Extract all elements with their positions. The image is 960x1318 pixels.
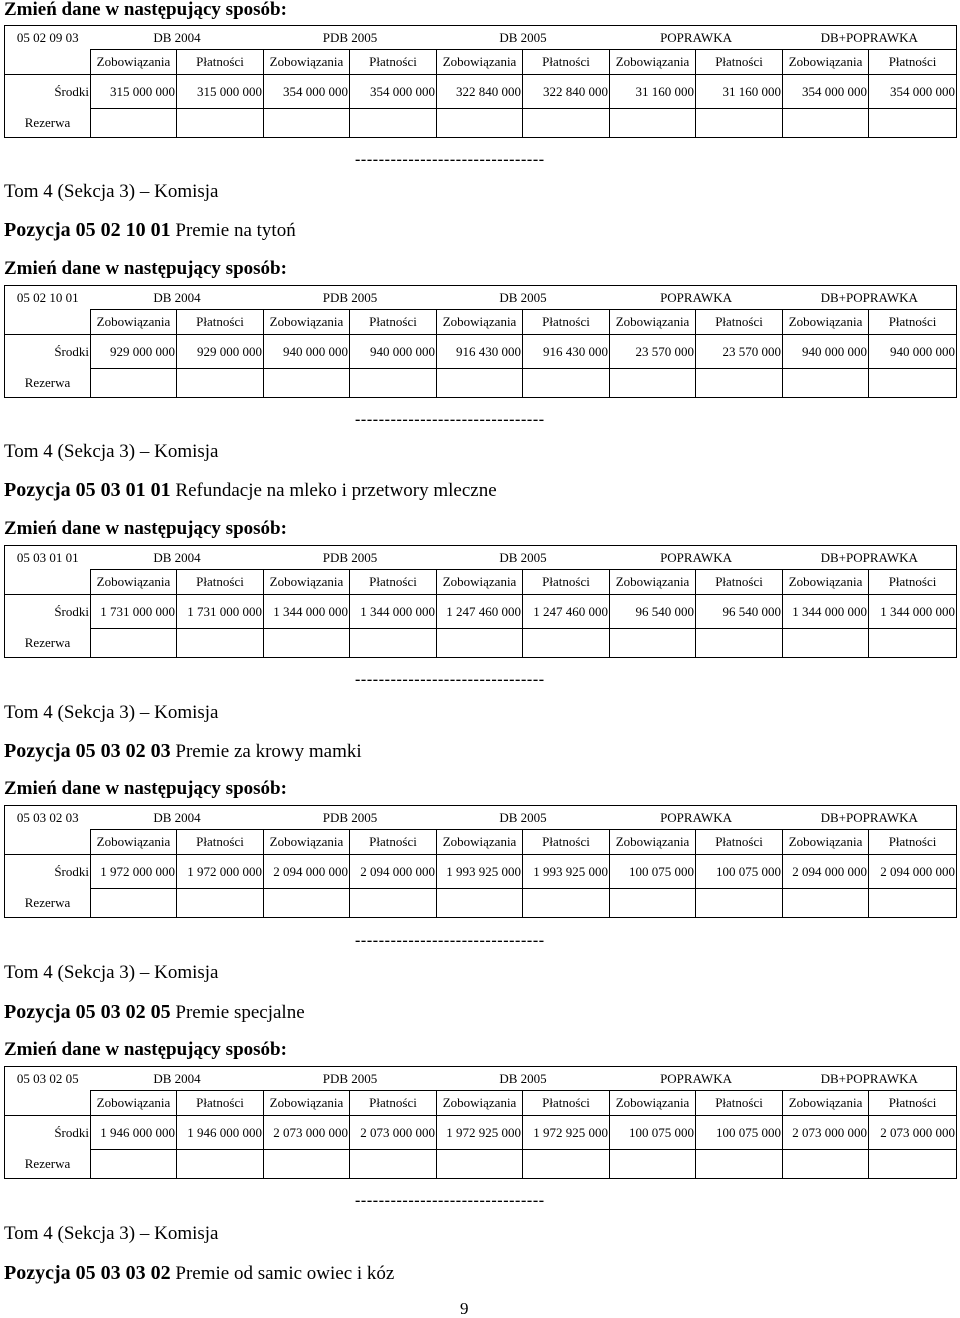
value-cell: 940 000 000 (783, 335, 869, 369)
value-cell: 2 094 000 000 (869, 855, 957, 889)
budget-table (4, 1066, 957, 1179)
value-cell: 929 000 000 (177, 335, 264, 369)
header-poprawka: POPRAWKA (610, 1067, 783, 1091)
header-zobowiazania: Zobowiązania (264, 310, 350, 335)
value-cell: 315 000 000 (91, 75, 177, 109)
header-platnosci: Płatności (177, 310, 264, 335)
header-platnosci: Płatności (869, 830, 957, 855)
position-heading (4, 219, 296, 242)
header-poprawka: POPRAWKA (610, 546, 783, 570)
header-pdb-2005: PDB 2005 (264, 1067, 437, 1091)
value-cell: 2 094 000 000 (783, 855, 869, 889)
value-cell: 31 160 000 (696, 75, 783, 109)
row-label-srodki: Środki (5, 855, 91, 889)
change-instruction: Zmień dane w następujący sposób: (4, 1039, 287, 1060)
value-cell: 100 075 000 (696, 1116, 783, 1150)
value-cell: 23 570 000 (610, 335, 696, 369)
header-platnosci: Płatności (350, 570, 437, 595)
value-cell: 1 972 925 000 (437, 1116, 523, 1150)
header-zobowiazania: Zobowiązania (264, 570, 350, 595)
value-cell: 315 000 000 (177, 75, 264, 109)
budget-line-code: 05 02 10 01 (5, 286, 91, 310)
separator-line: -------------------------------- (355, 932, 545, 949)
empty-cell (5, 570, 91, 595)
header-platnosci: Płatności (177, 830, 264, 855)
value-cell: 100 075 000 (696, 855, 783, 889)
header-zobowiazania: Zobowiązania (437, 310, 523, 335)
value-cell: 1 972 000 000 (177, 855, 264, 889)
header-platnosci: Płatności (350, 830, 437, 855)
header-platnosci: Płatności (696, 570, 783, 595)
header-zobowiazania: Zobowiązania (610, 310, 696, 335)
header-platnosci: Płatności (523, 1091, 610, 1116)
budget-table (4, 25, 957, 138)
budget-line-code: 05 03 02 05 (5, 1067, 91, 1091)
value-cell: 2 073 000 000 (264, 1116, 350, 1150)
volume-heading: Tom 4 (Sekcja 3) – Komisja (4, 702, 219, 723)
row-label-srodki: Środki (5, 1116, 91, 1150)
empty-cell (5, 830, 91, 855)
value-cell: 1 247 460 000 (437, 595, 523, 629)
value-cell: 100 075 000 (610, 855, 696, 889)
header-platnosci: Płatności (869, 570, 957, 595)
value-cell: 322 840 000 (523, 75, 610, 109)
value-cell: 929 000 000 (91, 335, 177, 369)
header-zobowiazania: Zobowiązania (610, 570, 696, 595)
value-cell: 31 160 000 (610, 75, 696, 109)
separator-line: -------------------------------- (355, 671, 545, 688)
empty-cell (5, 50, 91, 75)
budget-line-code: 05 03 01 01 (5, 546, 91, 570)
position-code: Pozycja 05 03 02 05 (4, 1001, 171, 1023)
value-cell: 916 430 000 (437, 335, 523, 369)
header-pdb-2005: PDB 2005 (264, 26, 437, 50)
position-heading (4, 1001, 305, 1024)
header-zobowiazania: Zobowiązania (264, 1091, 350, 1116)
separator-line: -------------------------------- (355, 411, 545, 428)
value-cell: 1 972 925 000 (523, 1116, 610, 1150)
header-platnosci: Płatności (350, 310, 437, 335)
header-pdb-2005: PDB 2005 (264, 546, 437, 570)
header-platnosci: Płatności (350, 1091, 437, 1116)
header-platnosci: Płatności (350, 50, 437, 75)
value-cell: 1 731 000 000 (91, 595, 177, 629)
header-poprawka: POPRAWKA (610, 806, 783, 830)
value-cell: 1 731 000 000 (177, 595, 264, 629)
header-zobowiazania: Zobowiązania (91, 1091, 177, 1116)
budget-table (4, 285, 957, 398)
value-cell: 354 000 000 (350, 75, 437, 109)
value-cell: 1 993 925 000 (523, 855, 610, 889)
header-db-2004: DB 2004 (91, 806, 264, 830)
header-poprawka: POPRAWKA (610, 26, 783, 50)
header-db-2004: DB 2004 (91, 546, 264, 570)
header-platnosci: Płatności (869, 1091, 957, 1116)
row-label-srodki: Środki (5, 75, 91, 109)
header-zobowiazania: Zobowiązania (783, 310, 869, 335)
header-zobowiazania: Zobowiązania (610, 50, 696, 75)
position-name: Refundacje na mleko i przetwory mleczne (175, 480, 497, 501)
header-zobowiazania: Zobowiązania (91, 830, 177, 855)
header-db-2005: DB 2005 (437, 546, 610, 570)
value-cell: 1 247 460 000 (523, 595, 610, 629)
position-name: Premie na tytoń (175, 220, 296, 241)
value-cell: 940 000 000 (869, 335, 957, 369)
value-cell: 322 840 000 (437, 75, 523, 109)
value-cell: 23 570 000 (696, 335, 783, 369)
header-platnosci: Płatności (869, 50, 957, 75)
header-db-poprawka: DB+POPRAWKA (783, 546, 957, 570)
header-zobowiazania: Zobowiązania (91, 310, 177, 335)
header-platnosci: Płatności (869, 310, 957, 335)
value-cell: 940 000 000 (264, 335, 350, 369)
row-label-srodki: Środki (5, 595, 91, 629)
value-cell: 96 540 000 (696, 595, 783, 629)
position-name: Premie od samic owiec i kóz (175, 1263, 395, 1284)
volume-heading: Tom 4 (Sekcja 3) – Komisja (4, 962, 219, 983)
header-db-poprawka: DB+POPRAWKA (783, 1067, 957, 1091)
value-cell: 96 540 000 (610, 595, 696, 629)
value-cell: 2 094 000 000 (264, 855, 350, 889)
header-platnosci: Płatności (523, 570, 610, 595)
budget-table (4, 545, 957, 658)
header-db-poprawka: DB+POPRAWKA (783, 806, 957, 830)
header-zobowiazania: Zobowiązania (783, 50, 869, 75)
header-platnosci: Płatności (177, 570, 264, 595)
value-cell: 1 972 000 000 (91, 855, 177, 889)
value-cell: 1 344 000 000 (350, 595, 437, 629)
header-platnosci: Płatności (523, 50, 610, 75)
header-zobowiazania: Zobowiązania (91, 50, 177, 75)
change-instruction: Zmień dane w następujący sposób: (4, 518, 287, 539)
header-poprawka: POPRAWKA (610, 286, 783, 310)
position-code: Pozycja 05 03 03 02 (4, 1262, 171, 1284)
volume-heading: Tom 4 (Sekcja 3) – Komisja (4, 181, 219, 202)
budget-line-code: 05 03 02 03 (5, 806, 91, 830)
header-db-poprawka: DB+POPRAWKA (783, 26, 957, 50)
value-cell: 354 000 000 (869, 75, 957, 109)
header-platnosci: Płatności (696, 830, 783, 855)
header-zobowiazania: Zobowiązania (783, 570, 869, 595)
header-pdb-2005: PDB 2005 (264, 806, 437, 830)
volume-heading: Tom 4 (Sekcja 3) – Komisja (4, 1223, 219, 1244)
value-cell: 1 344 000 000 (869, 595, 957, 629)
volume-heading: Tom 4 (Sekcja 3) – Komisja (4, 441, 219, 462)
budget-table (4, 805, 957, 918)
position-name: Premie specjalne (175, 1002, 305, 1023)
row-label-rezerwa: Rezerwa (5, 369, 91, 398)
header-zobowiazania: Zobowiązania (264, 50, 350, 75)
header-platnosci: Płatności (696, 50, 783, 75)
value-cell: 2 073 000 000 (869, 1116, 957, 1150)
row-label-srodki: Środki (5, 335, 91, 369)
value-cell: 940 000 000 (350, 335, 437, 369)
value-cell: 100 075 000 (610, 1116, 696, 1150)
header-zobowiazania: Zobowiązania (783, 830, 869, 855)
value-cell: 2 073 000 000 (350, 1116, 437, 1150)
row-label-rezerwa: Rezerwa (5, 109, 91, 138)
position-name: Premie za krowy mamki (175, 741, 362, 762)
header-platnosci: Płatności (523, 310, 610, 335)
change-instruction: Zmień dane w następujący sposób: (4, 778, 287, 799)
header-db-2004: DB 2004 (91, 1067, 264, 1091)
value-cell: 1 344 000 000 (264, 595, 350, 629)
header-platnosci: Płatności (177, 50, 264, 75)
row-label-rezerwa: Rezerwa (5, 1150, 91, 1179)
value-cell: 1 946 000 000 (177, 1116, 264, 1150)
header-db-2005: DB 2005 (437, 26, 610, 50)
header-zobowiazania: Zobowiązania (437, 1091, 523, 1116)
position-code: Pozycja 05 03 02 03 (4, 740, 171, 762)
row-label-rezerwa: Rezerwa (5, 629, 91, 658)
budget-line-code: 05 02 09 03 (5, 26, 91, 50)
value-cell: 1 946 000 000 (91, 1116, 177, 1150)
header-zobowiazania: Zobowiązania (783, 1091, 869, 1116)
change-instruction: Zmień dane w następujący sposób: (4, 258, 287, 279)
value-cell: 354 000 000 (783, 75, 869, 109)
value-cell: 916 430 000 (523, 335, 610, 369)
header-zobowiazania: Zobowiązania (437, 830, 523, 855)
header-platnosci: Płatności (696, 310, 783, 335)
value-cell: 1 344 000 000 (783, 595, 869, 629)
header-zobowiazania: Zobowiązania (610, 830, 696, 855)
header-db-2005: DB 2005 (437, 806, 610, 830)
change-instruction: Zmień dane w następujący sposób: (4, 0, 287, 20)
header-db-poprawka: DB+POPRAWKA (783, 286, 957, 310)
row-label-rezerwa: Rezerwa (5, 889, 91, 918)
position-heading (4, 740, 362, 763)
position-heading (4, 1262, 394, 1285)
value-cell: 2 073 000 000 (783, 1116, 869, 1150)
empty-cell (5, 1091, 91, 1116)
header-platnosci: Płatności (696, 1091, 783, 1116)
position-heading (4, 479, 497, 502)
value-cell: 354 000 000 (264, 75, 350, 109)
value-cell: 1 993 925 000 (437, 855, 523, 889)
header-zobowiazania: Zobowiązania (610, 1091, 696, 1116)
position-code: Pozycja 05 03 01 01 (4, 479, 171, 501)
header-zobowiazania: Zobowiązania (264, 830, 350, 855)
header-db-2005: DB 2005 (437, 286, 610, 310)
header-db-2005: DB 2005 (437, 1067, 610, 1091)
value-cell: 2 094 000 000 (350, 855, 437, 889)
empty-cell (5, 310, 91, 335)
header-db-2004: DB 2004 (91, 26, 264, 50)
page-number: 9 (460, 1299, 469, 1318)
header-platnosci: Płatności (523, 830, 610, 855)
separator-line: -------------------------------- (355, 151, 545, 168)
header-pdb-2005: PDB 2005 (264, 286, 437, 310)
header-zobowiazania: Zobowiązania (91, 570, 177, 595)
header-zobowiazania: Zobowiązania (437, 50, 523, 75)
header-zobowiazania: Zobowiązania (437, 570, 523, 595)
header-db-2004: DB 2004 (91, 286, 264, 310)
position-code: Pozycja 05 02 10 01 (4, 219, 171, 241)
separator-line: -------------------------------- (355, 1192, 545, 1209)
header-platnosci: Płatności (177, 1091, 264, 1116)
